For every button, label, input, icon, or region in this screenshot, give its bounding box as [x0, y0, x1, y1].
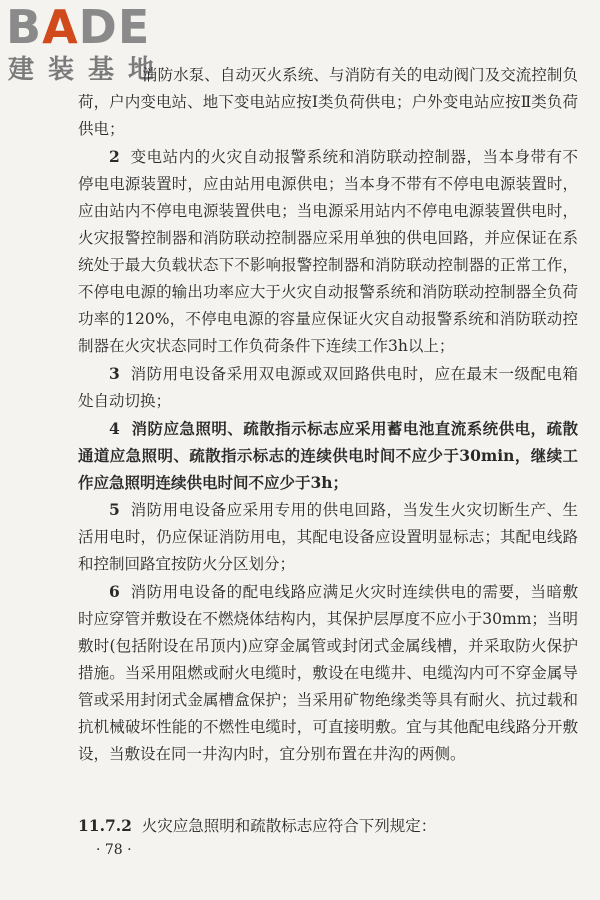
- paragraph-text: 消防应急照明、疏散指示标志应采用蓄电池直流系统供电，疏散通道应急照明、疏散指示标志的连续供电时间不应少于30min，继续工作应急照明连续供电时间不应少于3h；: [78, 419, 578, 492]
- item-number: 3: [109, 364, 120, 383]
- paragraph-5: [78, 496, 578, 578]
- paragraph-text: 变电站内的火灾自动报警系统和消防联动控制器，当本身带有不停电电源装置时，应由站用电源供电；当本身不带有不停电电源装置时，应由站内不停电电源装置供电；当电源采用站内不停电电源装置供电时，火灾报警控制器和消防联动控制器应采用单独的供电回路，并应保证在系统处于最大负载状态下不影响报警控制器和消防联动控制器的正常工作，不停电电源的输出功率应大于火灾自动报警系统和消防联动控制器全负荷功率的120%，不停电电源的容量应保证火灾自动报警系统和消防联动控制器在火灾状态同时工作负荷条件下连续工作3h以上；: [78, 148, 578, 355]
- paragraph-text: 消防用电设备的配电线路应满足火灾时连续供电的需要，当暗敷时应穿管并敷设在不燃烧体结构内，其保护层厚度不应小于30mm；当明敷时(包括附设在吊顶内)应穿金属管或封闭式金属线槽，并采取防火保护措施。当采用阻燃或耐火电缆时，敷设在电缆井、电缆沟内可不穿金属导管或采用封闭式金属槽盒保护；当采用矿物绝缘类等具有耐火、抗过载和抗机械破坏性能的不燃性电缆时，可直接明敷。宜与其他配电线路分开敷设，当敷设在同一井沟内时，宜分别布置在井沟的两侧。: [78, 583, 578, 763]
- section-text: 火灾应急照明和疏散标志应符合下列规定：: [141, 817, 437, 835]
- item-number: 6: [109, 582, 120, 601]
- section-number: 11.7.2: [78, 816, 132, 835]
- paragraph-6: [78, 578, 578, 768]
- item-number: 4: [109, 419, 120, 438]
- paragraph-text: 消防水泵、自动灭火系统、与消防有关的电动阀门及交流控制负荷，户内变电站、地下变电站应按Ⅰ类负荷供电；户外变电站应按Ⅱ类负荷供电；: [78, 66, 578, 138]
- paragraph-text: 消防用电设备采用双电源或双回路供电时，应在最末一级配电箱处自动切换；: [78, 365, 578, 410]
- paragraph-text: 消防用电设备应采用专用的供电回路，当发生火灾切断生产、生活用电时，仍应保证消防用电，其配电设备应设置明显标志；其配电线路和控制回路宜按防火分区划分；: [78, 501, 578, 573]
- page-number: · 78 ·: [96, 842, 132, 858]
- paragraph-2: [78, 143, 578, 360]
- paragraph-1: [78, 62, 578, 143]
- logo-subtitle: 建装基地: [8, 55, 169, 85]
- section-heading: [78, 812, 578, 840]
- logo-brand: BADE: [6, 0, 151, 54]
- paragraph-4: [78, 415, 578, 496]
- document-body: [78, 62, 578, 768]
- paragraph-3: [78, 360, 578, 415]
- item-number: 5: [109, 500, 120, 519]
- item-number: 2: [109, 147, 120, 166]
